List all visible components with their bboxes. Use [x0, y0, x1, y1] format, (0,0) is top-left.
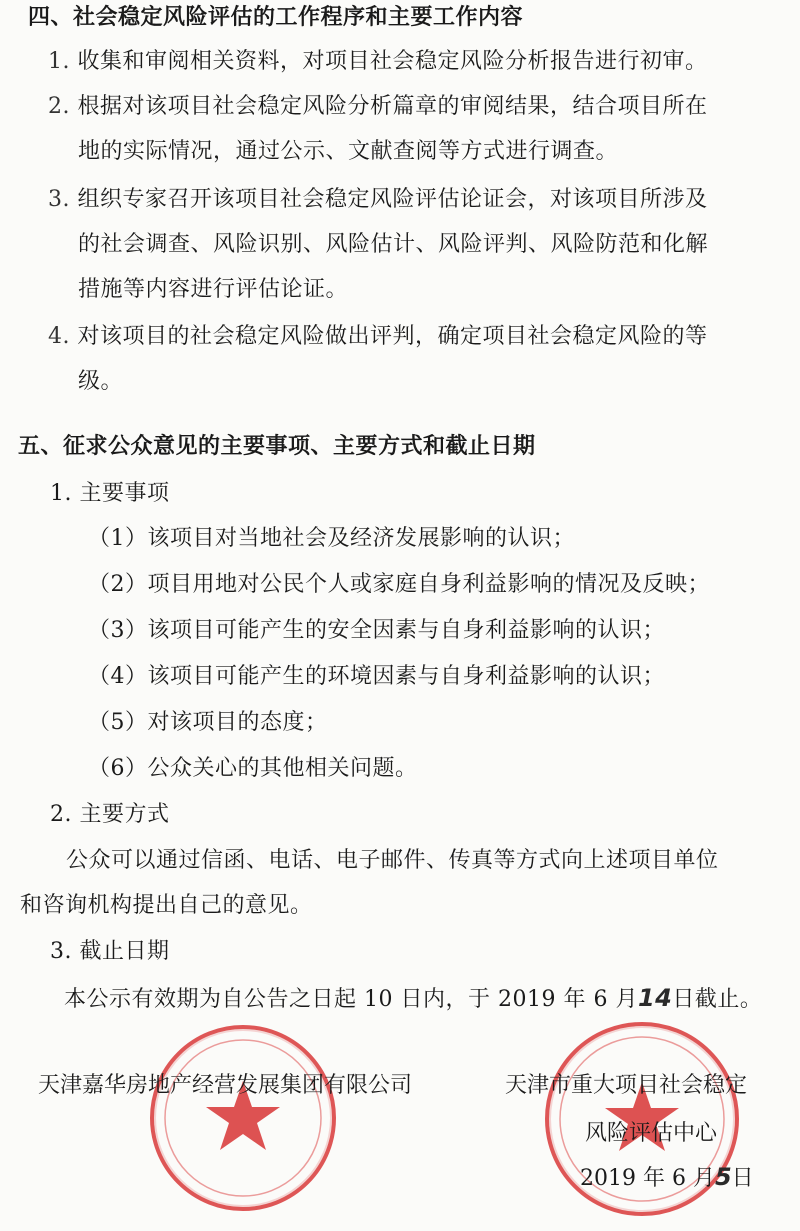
- sub1-item-6: （6）公众关心的其他相关问题。: [88, 756, 418, 781]
- sub2-text-2: 和咨询机构提出自己的意见。: [20, 893, 313, 918]
- section4-item-3-cont1: 的社会调查、风险识别、风险估计、风险评判、风险防范和化解: [78, 232, 709, 257]
- item-number: 1.: [48, 49, 70, 74]
- section4-item-3: [48, 186, 708, 214]
- sub2-text-1: 公众可以通过信函、电话、电子邮件、传真等方式向上述项目单位: [66, 848, 719, 873]
- sub3-title: 3. 截止日期: [50, 939, 170, 964]
- item-text: 组织专家召开该项目社会稳定风险评估论证会，对该项目所涉及: [77, 187, 708, 212]
- right-signature-line2: 风险评估中心: [585, 1121, 718, 1146]
- left-signature: 天津嘉华房地产经营发展集团有限公司: [38, 1073, 413, 1098]
- sub1-title: 1. 主要事项: [50, 481, 170, 506]
- sub2-title: 2. 主要方式: [50, 802, 170, 827]
- sub1-item-5: （5）对该项目的态度；: [88, 710, 328, 735]
- section4-heading: 四、社会稳定风险评估的工作程序和主要工作内容: [28, 5, 524, 30]
- date-suffix: 日: [731, 1166, 754, 1191]
- handwritten-date-day: 5: [714, 1163, 732, 1191]
- sub1-item-2: （2）项目用地对公民个人或家庭自身利益影响的情况及反映；: [88, 572, 710, 597]
- sub1-item-1: （1）该项目对当地社会及经济发展影响的认识；: [88, 526, 575, 551]
- right-signature-line1: 天津市重大项目社会稳定: [505, 1073, 748, 1098]
- item-number: 4.: [48, 324, 70, 349]
- section4-item-2-cont: 地的实际情况，通过公示、文献查阅等方式进行调查。: [78, 139, 619, 164]
- handwritten-day: 14: [637, 984, 673, 1012]
- section4-item-3-cont2: 措施等内容进行评估论证。: [78, 277, 349, 302]
- item-number: 3.: [48, 187, 70, 212]
- section5-heading: 五、征求公众意见的主要事项、主要方式和截止日期: [18, 434, 536, 459]
- left-company-seal: [150, 1025, 336, 1211]
- item-text: 对该项目的社会稳定风险做出评判，确定项目社会稳定风险的等: [77, 324, 708, 349]
- item-number: 2.: [48, 94, 70, 119]
- section4-item-4: [48, 323, 708, 351]
- sub1-item-4: （4）该项目可能产生的环境因素与自身利益影响的认识；: [88, 664, 665, 689]
- deadline-suffix: 日截止。: [672, 987, 763, 1012]
- item-text: 根据对该项目社会稳定风险分析篇章的审阅结果，结合项目所在: [77, 94, 708, 119]
- signature-date: [580, 1163, 754, 1193]
- section4-item-2: [48, 93, 708, 121]
- deadline-text: 本公示有效期为自公告之日起 10 日内，于 2019 年 6 月: [64, 987, 638, 1012]
- date-text: 2019 年 6 月: [580, 1166, 715, 1191]
- section4-item-4-cont: 级。: [78, 369, 124, 394]
- sub3-text: [64, 984, 762, 1014]
- section4-item-1: [48, 48, 708, 76]
- seal-left-graphic: [154, 1029, 332, 1207]
- item-text: 收集和审阅相关资料，对项目社会稳定风险分析报告进行初审。: [77, 49, 708, 74]
- sub1-item-3: （3）该项目可能产生的安全因素与自身利益影响的认识；: [88, 618, 665, 643]
